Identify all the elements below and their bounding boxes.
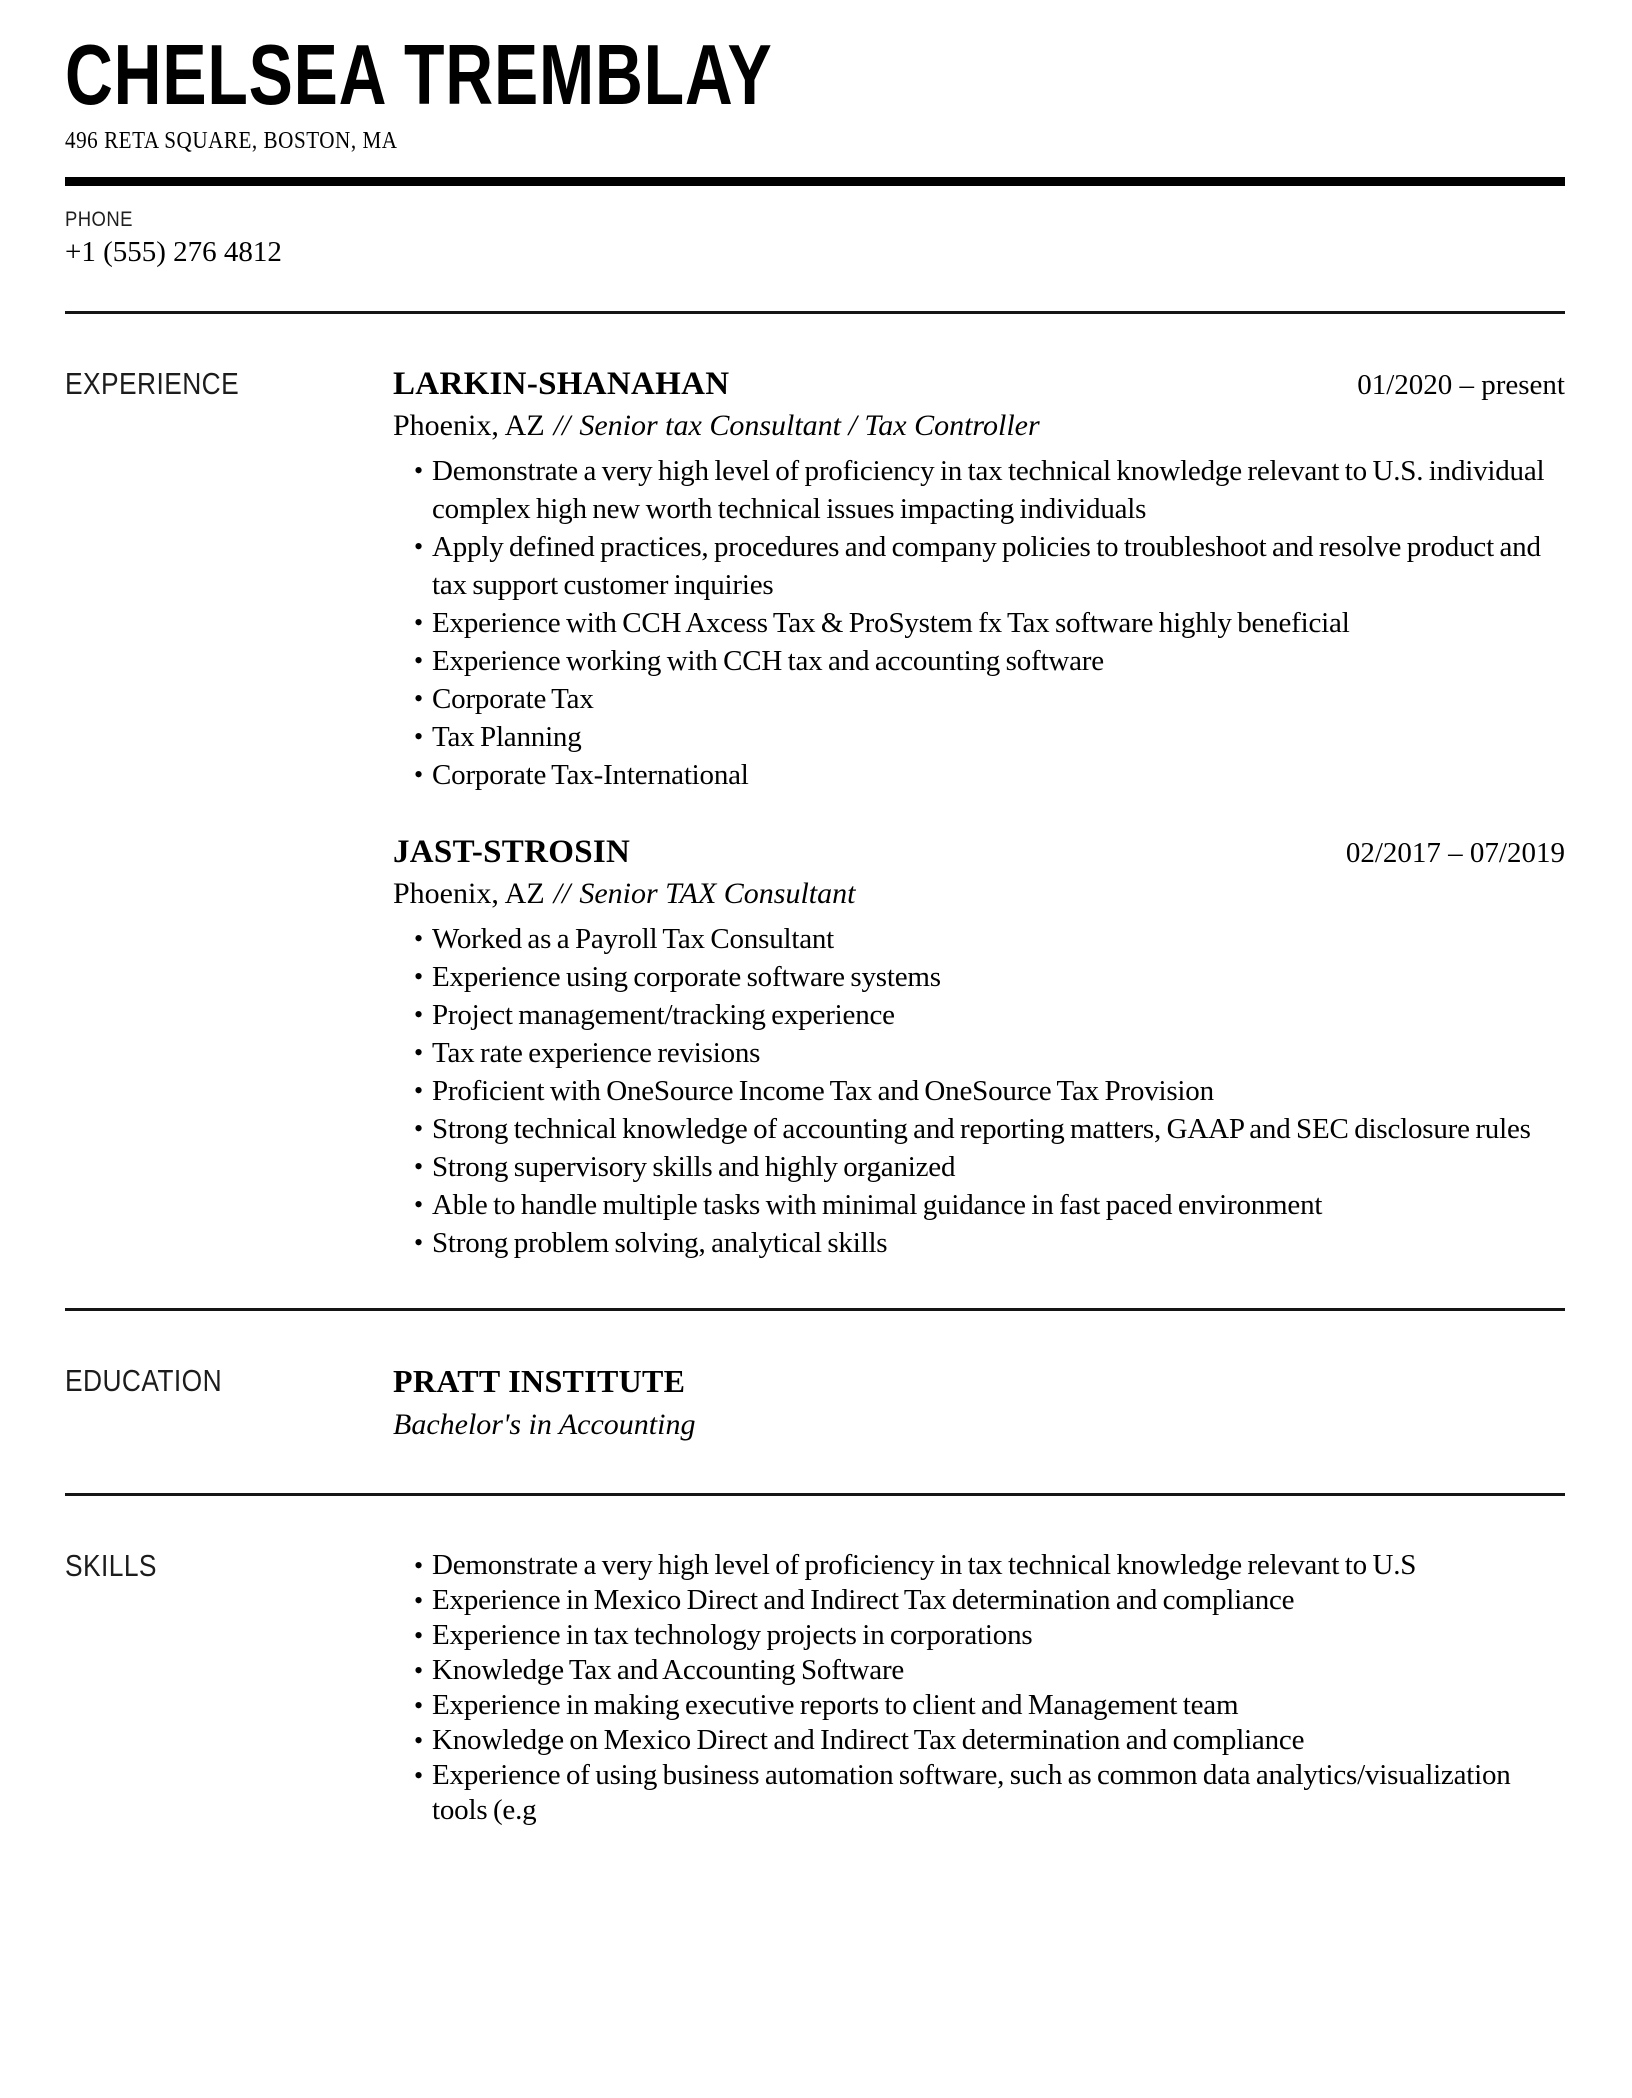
- job-role-line: [393, 876, 1565, 912]
- resume-header: [65, 30, 1565, 155]
- job-location: Phoenix, AZ: [393, 876, 545, 910]
- experience-section: [65, 314, 1565, 1262]
- header-thick-rule: [65, 177, 1565, 186]
- job-header: [393, 834, 1565, 872]
- job-dates: 02/2017 – 07/2019: [1345, 836, 1565, 869]
- job-bullet-list: [413, 452, 1565, 794]
- bullet-item: • Able to handle multiple tasks with minimal guidance in fast paced environment: [413, 1186, 1565, 1224]
- education-section: [65, 1311, 1565, 1444]
- contact-block: [65, 208, 1565, 269]
- bullet-item: • Experience working with CCH tax and accounting software: [413, 642, 1565, 680]
- job-location: Phoenix, AZ: [393, 408, 545, 442]
- company-name: JAST-STROSIN: [393, 833, 631, 870]
- job-role-line: [393, 408, 1565, 444]
- bullet-item: • Strong problem solving, analytical skills: [413, 1224, 1565, 1262]
- experience-content: [393, 366, 1565, 1262]
- bullet-item: • Experience using corporate software systems: [413, 958, 1565, 996]
- bullet-item: • Worked as a Payroll Tax Consultant: [413, 920, 1565, 958]
- role-separator: //: [553, 876, 571, 910]
- bullet-item: • Corporate Tax-International: [413, 756, 1565, 794]
- job-header: [393, 366, 1565, 404]
- job-title: Senior TAX Consultant: [579, 876, 856, 910]
- bullet-item: • Experience in making executive reports to client and Management team: [413, 1688, 1565, 1723]
- company-name: LARKIN-SHANAHAN: [393, 365, 730, 402]
- bullet-item: • Demonstrate a very high level of proficiency in tax technical knowledge relevant to U.S. individual complex high new worth technical issues impacting individuals: [413, 452, 1565, 528]
- skills-bullet-list: [413, 1548, 1565, 1828]
- education-content: [393, 1363, 1565, 1444]
- job-dates: 01/2020 – present: [1357, 368, 1565, 401]
- skills-heading: SKILLS: [65, 1548, 157, 1584]
- education-heading: EDUCATION: [65, 1362, 223, 1398]
- bullet-item: • Strong technical knowledge of accounting and reporting matters, GAAP and SEC disclosure rules: [413, 1110, 1565, 1148]
- bullet-item: • Corporate Tax: [413, 680, 1565, 718]
- bullet-item: • Knowledge on Mexico Direct and Indirect Tax determination and compliance: [413, 1723, 1565, 1758]
- person-address: 496 RETA SQUARE, BOSTON, MA: [65, 127, 398, 154]
- role-separator: //: [553, 408, 571, 442]
- job-bullet-list: [413, 920, 1565, 1262]
- job-entry: [393, 366, 1565, 794]
- bullet-item: • Knowledge Tax and Accounting Software: [413, 1653, 1565, 1688]
- skills-section: [65, 1496, 1565, 1828]
- bullet-item: • Apply defined practices, procedures and company policies to troubleshoot and resolve product and tax support customer inquiries: [413, 528, 1565, 604]
- phone-value: +1 (555) 276 4812: [65, 235, 282, 268]
- bullet-item: • Proficient with OneSource Income Tax and OneSource Tax Provision: [413, 1072, 1565, 1110]
- degree-name: Bachelor's in Accounting: [393, 1408, 696, 1442]
- bullet-item: • Experience in Mexico Direct and Indirect Tax determination and compliance: [413, 1583, 1565, 1618]
- job-entry: [393, 834, 1565, 1262]
- person-name: CHELSEA TREMBLAY: [65, 28, 773, 123]
- bullet-item: • Experience of using business automation software, such as common data analytics/visualization tools (e.g: [413, 1758, 1565, 1828]
- school-name: PRATT INSTITUTE: [393, 1362, 686, 1399]
- bullet-item: • Project management/tracking experience: [413, 996, 1565, 1034]
- phone-label: PHONE: [65, 207, 133, 231]
- bullet-item: • Strong supervisory skills and highly organized: [413, 1148, 1565, 1186]
- bullet-item: • Tax Planning: [413, 718, 1565, 756]
- bullet-item: • Tax rate experience revisions: [413, 1034, 1565, 1072]
- bullet-item: • Experience with CCH Axcess Tax & ProSystem fx Tax software highly beneficial: [413, 604, 1565, 642]
- job-title: Senior tax Consultant / Tax Controller: [579, 408, 1040, 442]
- skills-content: [393, 1548, 1565, 1828]
- bullet-item: • Experience in tax technology projects in corporations: [413, 1618, 1565, 1653]
- bullet-item: • Demonstrate a very high level of proficiency in tax technical knowledge relevant to U.S: [413, 1548, 1565, 1583]
- experience-heading: EXPERIENCE: [65, 365, 240, 401]
